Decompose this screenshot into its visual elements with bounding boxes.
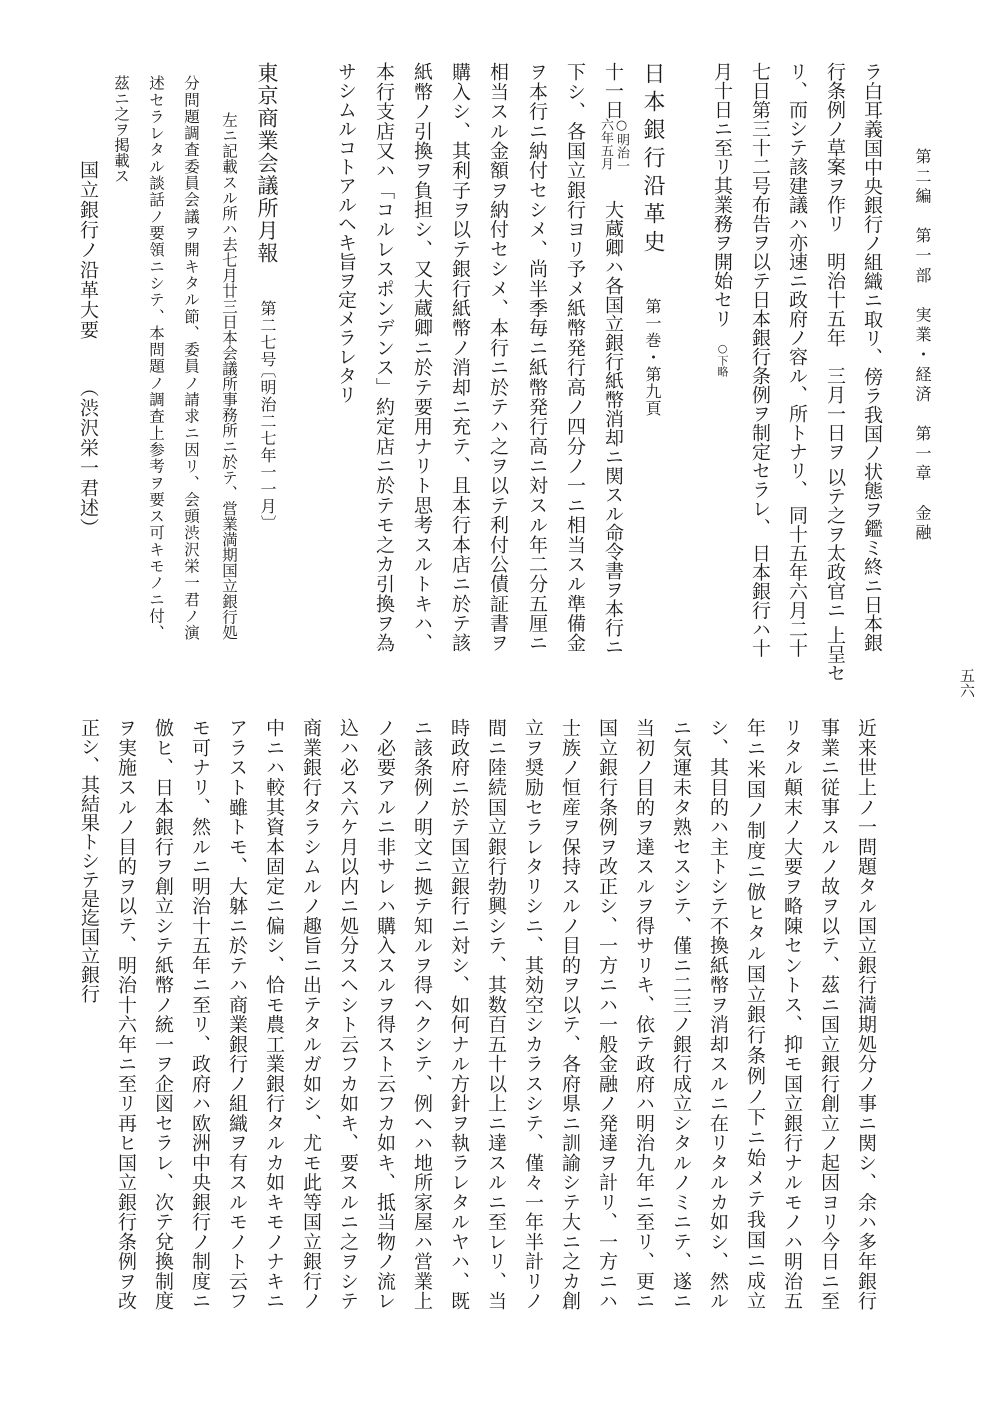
text-line: ニ気運未タ熟セスシテ、僅ニ二三ノ銀行成立シタルノミニテ、遂ニ <box>670 718 692 1310</box>
text-line: 士族ノ恒産ヲ保持スルノ目的ヲ以テ、各府県ニ訓諭シテ大ニ之カ創 <box>559 718 581 1310</box>
article-title: 国立銀行ノ沿革大要 <box>77 160 99 340</box>
text-line: 大蔵卿ハ各国立銀行紙幣消却ニ関スル命令書ヲ本行ニ <box>602 200 624 656</box>
text-line: 年ニ米国ノ制度ニ倣ヒタル国立銀行条例ノ下ニ始メテ我国ニ成立 <box>744 718 766 1311</box>
preface-line: 述セラレタル談話ノ要領ニシテ、本問題ノ調査上参考ヲ要ス可キモノニ付、 <box>147 75 165 640</box>
text-line: シ、其目的ハ主トシテ不換紙幣ヲ消却スルニ在リタルカ如シ、然ル <box>707 718 729 1310</box>
text-line: 近来世上ノ一問題タル国立銀行満期処分ノ事ニ関シ、余ハ多年銀行 <box>855 718 877 1310</box>
text-line: 当初ノ目的ヲ達スルヲ得サリキ、依テ政府ハ明治九年ニ至リ、更ニ <box>633 718 655 1310</box>
text-line: サシムルコトアルヘキ旨ヲ定メラレタリ <box>335 62 357 404</box>
preface-line: 分問題調査委員会議ヲ開キタル節、委員ノ請求ニ因リ、会頭渋沢栄一君ノ演 <box>182 75 200 640</box>
text-line: 購入シ、其利子ヲ以テ銀行紙幣ノ消却ニ充テ、且本行本店ニ於テ該 <box>449 62 471 652</box>
text-line <box>711 62 733 377</box>
article-author: （渋沢栄一君述） <box>77 378 99 538</box>
issue-date: 〔明治二七年一一月〕 <box>258 362 277 532</box>
text-line: 込ハ必ス六ケ月以内ニ処分スヘシト云フカ如キ、要スルニ之ヲシテ <box>337 718 359 1310</box>
text-line: ノ必要アルニ非サレハ購入スルヲ得スト云フカ如キ、抵当物ノ流レ <box>374 718 396 1310</box>
text-line: 倣ヒ、日本銀行ヲ創立シテ紙幣ノ統一ヲ企図セラレ、次テ兌換制度 <box>152 718 174 1310</box>
text-line-content: 月十日ニ至リ其業務ヲ開始セリ <box>711 62 733 328</box>
text-line: 下シ、各国立銀行ヨリ予メ紙幣発行高ノ四分ノ一ニ相当スル準備金 <box>564 62 586 652</box>
preface-line: 左ニ記載スル所ハ去七月廿三日本会議所事務所ニ於テ、営業満期国立銀行処 <box>220 112 238 640</box>
text-line: 相当スル金額ヲ納付セシメ、本行ニ於テハ之ヲ以テ利付公債証書ヲ <box>487 62 509 652</box>
text-line: ラ白耳義国中央銀行ノ組織ニ取リ、傍ラ我国ノ状態ヲ鑑ミ終ニ日本銀 <box>861 62 883 652</box>
text-line: 商業銀行タラシムルノ趣旨ニ出テタルガ如シ、尤モ此等国立銀行ノ <box>300 718 322 1310</box>
running-head: 第二編 第一部 実業・経済 第一章 金融 <box>913 148 932 540</box>
section-title: 日本銀行沿革史 <box>640 62 665 258</box>
page-number: 五六 <box>958 668 976 698</box>
text-line: アラスト雖トモ、大躰ニ於テハ商業銀行ノ組織ヲ有スルモノト云フ <box>226 718 248 1310</box>
text-line: 紙幣ノ引換ヲ負担シ、又大蔵卿ニ於テ要用ナリト思考スルトキハ、 <box>411 62 433 652</box>
text-line: リ、而シテ該建議ハ亦速ニ政府ノ容ル、所トナリ、 同十五年六月二十 <box>786 62 808 658</box>
preface-line: 茲ニ之ヲ掲載ス <box>112 75 130 184</box>
text-line: 立ヲ奨励セラレタリシニ、其効空シカラスシテ、僅々一年半計リノ <box>522 718 544 1310</box>
section-source: 第一巻・第九頁 <box>643 298 662 417</box>
text-line: ニ該条例ノ明文ニ拠テ知ルヲ得ヘクシテ、例ヘハ地所家屋ハ営業上 <box>411 718 433 1310</box>
text-line: 時政府ニ於テ国立銀行ニ対シ、如何ナル方針ヲ執ラレタルヤハ、既 <box>448 718 470 1310</box>
text-line: ヲ実施スルノ目的ヲ以テ、明治十六年ニ至リ再ヒ国立銀行条例ヲ改 <box>115 718 137 1310</box>
date-annotation: ○明治一 <box>614 118 629 172</box>
text-line: ヲ本行ニ納付セシメ、尚半季毎ニ紙幣発行高ニ対スル年二分五厘ニ <box>526 62 548 652</box>
text-line: 本行支店又ハ「コルレスポンデンス」約定店ニ於テモ之カ引換ヲ為 <box>373 62 395 652</box>
text-line: モ可ナリ、然ルニ明治十五年ニ至リ、政府ハ欧洲中央銀行ノ制度ニ <box>189 718 211 1310</box>
text-line: 正シ、其結果トシテ是迄国立銀行 <box>78 718 100 1003</box>
issue-number: 第二七号 <box>258 300 277 368</box>
text-line: 七日第三十二号布告ヲ以テ日本銀行条例ヲ制定セラレ、 日本銀行ハ十 <box>749 62 771 658</box>
section-title: 東京商業会議所月報 <box>255 62 279 265</box>
text-line: 中ニハ較其資本固定ニ偏シ、恰モ農工業銀行タルカ如キモノナキニ <box>263 718 285 1310</box>
text-line: 国立銀行条例ヲ改正シ、一方ニハ一般金融ノ発達ヲ計リ、一方ニハ <box>596 718 618 1310</box>
text-line: 十一日 <box>602 62 624 119</box>
text-line: 行条例ノ草案ヲ作リ 明治十五年 三月一日ヲ 以テ之ヲ太政官ニ 上呈セ <box>824 62 846 683</box>
date-annotation: 六年五月 <box>598 118 613 170</box>
text-line: リタル顛末ノ大要ヲ略陳セントス、抑モ国立銀行ナルモノハ明治五 <box>781 718 803 1310</box>
text-line: 間ニ陸続国立銀行勃興シテ、其数百五十以上ニ達スルニ至レリ、当 <box>485 718 507 1310</box>
text-line: 事業ニ従事スルノ故ヲ以テ、茲ニ国立銀行創立ノ起因ヨリ今日ニ至 <box>818 718 840 1310</box>
omission-note: ○下略 <box>716 342 729 377</box>
